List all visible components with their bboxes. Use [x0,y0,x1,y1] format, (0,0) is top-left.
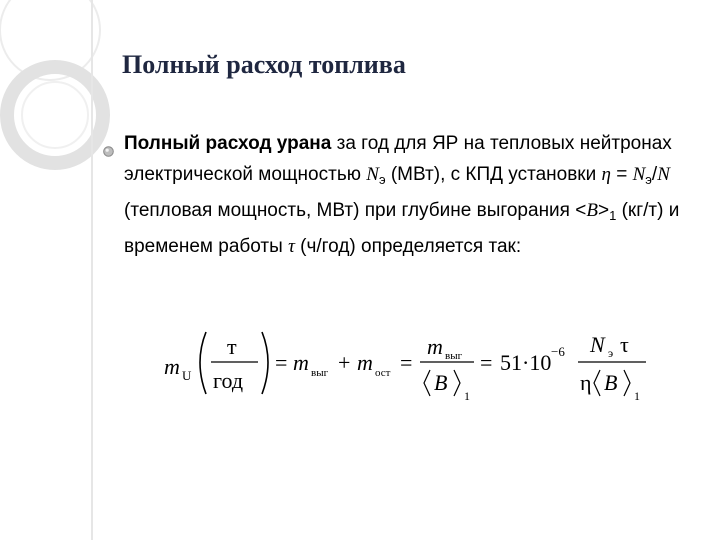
exponent: −6 [551,344,565,359]
plus-sign: + [338,350,351,375]
bullet-icon [103,146,114,157]
frac1-numerator: т [227,334,237,359]
formula-paren-left [200,332,206,394]
formula-paren-right [262,332,268,394]
frac3-den-sub: 1 [634,389,640,403]
divider-line [91,0,93,540]
sub-vyg: выг [311,367,329,379]
slide-title: Полный расход топлива [122,50,406,79]
frac2-angle-right [454,370,460,396]
equals-3: = [480,350,493,375]
formula-m-vyg: m [293,350,309,375]
frac2-sub: выг [445,350,463,362]
bold-lead: Полный расход урана [124,133,332,154]
frac3-angle-right [624,370,630,396]
body-paragraph: Полный расход урана за год для ЯР на тепловых нейтронах электрической мощностью $N_э$ (МВт), с КПД установки $\eta = N_э/N$ (тепловая мощность, МВт) при глубине выгорания $<B>_1$ (кг/т) и временем работы τ (ч/год) определяется так: [124,133,680,257]
coefficient: 51·10 [500,350,552,375]
frac3-tau: τ [620,332,629,357]
equals-1: = [275,350,288,375]
frac3-sub-e: э [608,346,614,360]
frac3-b: B [604,370,618,395]
frac3-angle-left [594,370,600,396]
formula-m-ost: m [357,350,373,375]
sub-ost: ост [375,367,391,379]
equals-2: = [400,350,413,375]
frac2-den-sub: 1 [464,389,470,403]
fuel-consumption-formula [162,322,662,412]
frac3-n: N [590,332,605,357]
frac2-angle-left [424,370,430,396]
formula-m-u: m [164,354,180,379]
frac3-eta: η [580,370,592,395]
frac2-m: m [427,334,443,359]
frac2-b: B [434,370,448,395]
frac1-denominator: год [213,368,244,393]
formula-sub-u: U [182,368,192,383]
